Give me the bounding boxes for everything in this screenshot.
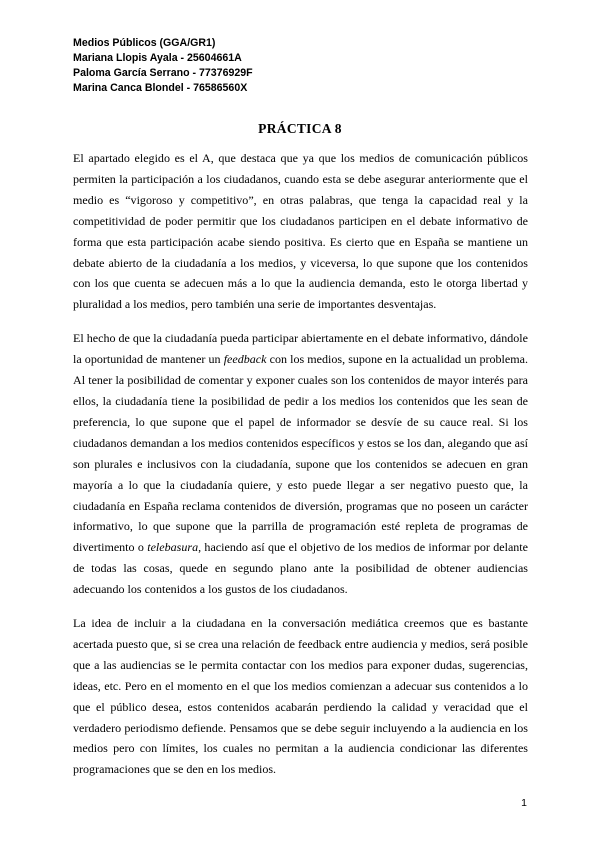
author-line: Paloma García Serrano - 77376929F xyxy=(73,67,253,79)
paragraph: El apartado elegido es el A, que destaca que ya que los medios de comunicación públicos permiten la participación a los ciudadanos, cuando esta se debe asegurar anteriormente que el medio es “vigoroso y competitivo”, en otras palabras, que tenga la capacidad real y la competitividad de poder permitir que los ciudadanos participen en el debate informativo de forma que esta participación acabe siendo positiva. Es cierto que en España se mantiene un debate abierto de la ciudadanía a los medios, y viceversa, lo que supone que los contenidos con los que cuenta se adecuen más a lo que la audiencia demanda, esto le otorga libertad y pluralidad a los medios, pero también una serie de importantes desventajas. xyxy=(73,151,528,312)
emphasis-text: feedback xyxy=(223,352,267,367)
document-header xyxy=(73,36,253,96)
emphasis-text: telebasura xyxy=(147,540,199,555)
paragraph xyxy=(73,328,528,600)
paragraph-text: , haciendo así que el objetivo de los medios de informar por delante de todas las cosas, quede en segundo plano ante la posibilidad de obtener audiencias adecuando los contenidos a los gustos de los ciudadanos. xyxy=(73,540,529,597)
paragraph: La idea de incluir a la ciudadana en la conversación mediática creemos que es bastante acertada puesto que, si se crea una relación de feedback entre audiencia y medios, será posible que a las audiencias se le permita contactar con los medios para exponer dudas, sugerencias, ideas, etc. Pero en el momento en el que los medios comienzan a adecuar sus contenidos a lo que el público desea, estos contenidos acabarán perdiendo la calidad y veracidad que el verdadero periodismo defiende. Pensamos que se debe seguir incluyendo a la audiencia en los medios pero con límites, los cuales no permitan a la audiencia condicionar las diferentes programaciones que se den en los medios. xyxy=(73,616,528,777)
course-line: Medios Públicos (GGA/GR1) xyxy=(73,37,216,49)
paragraph-text: con los medios, supone en la actualidad un problema. Al tener la posibilidad de comentar y exponer cuales son los contenidos de mayor interés para ellos, la ciudadanía tiene la posibilidad de pedir a los medios los contenidos que les sean de preferencia, lo que supone que el papel de informador se desvíe de su cauce real. Si los ciudadanos demandan a los medios contenidos específicos y estos se los dan, alegando que así son plurales e inclusivos con la ciudadanía, supone que los contenidos se adecuen en gran mayoría a lo que la ciudadanía quiere, y esto puede llegar a ser negativo puesto que, la ciudadanía en España reclama contenidos de diversión, programas que no poseen un carácter informativo, lo que supone que la parrilla de programación esté repleta de programas de divertimento o xyxy=(73,352,528,555)
author-line: Mariana Llopis Ayala - 25604661A xyxy=(73,52,242,64)
page-title: PRÁCTICA 8 xyxy=(258,121,342,136)
page-number: 1 xyxy=(521,797,527,809)
paragraph-text: El hecho de que la ciudadanía pueda participar abiertamente en el debate informativo, dándole la oportunidad de mantener un xyxy=(73,331,528,367)
document-body xyxy=(73,148,528,793)
author-line: Marina Canca Blondel - 76586560X xyxy=(73,82,248,94)
